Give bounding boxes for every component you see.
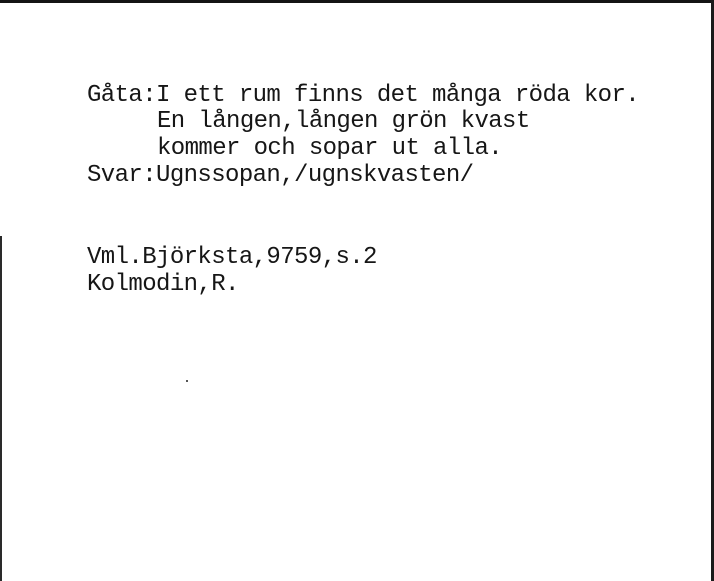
source-line: Vml.Björksta,9759,s.2	[87, 244, 377, 271]
card-left-edge	[0, 236, 2, 581]
ink-speck	[186, 380, 188, 382]
answer-line: Svar:Ugnssopan,/ugnskvasten/	[87, 162, 474, 189]
card-top-edge	[0, 0, 714, 3]
riddle-line-3: kommer och sopar ut alla.	[157, 135, 503, 162]
riddle-line-2: En lången,lången grön kvast	[157, 108, 530, 135]
riddle-line-1: Gåta:I ett rum finns det många röda kor.	[87, 82, 640, 109]
collector-line: Kolmodin,R.	[87, 271, 239, 298]
